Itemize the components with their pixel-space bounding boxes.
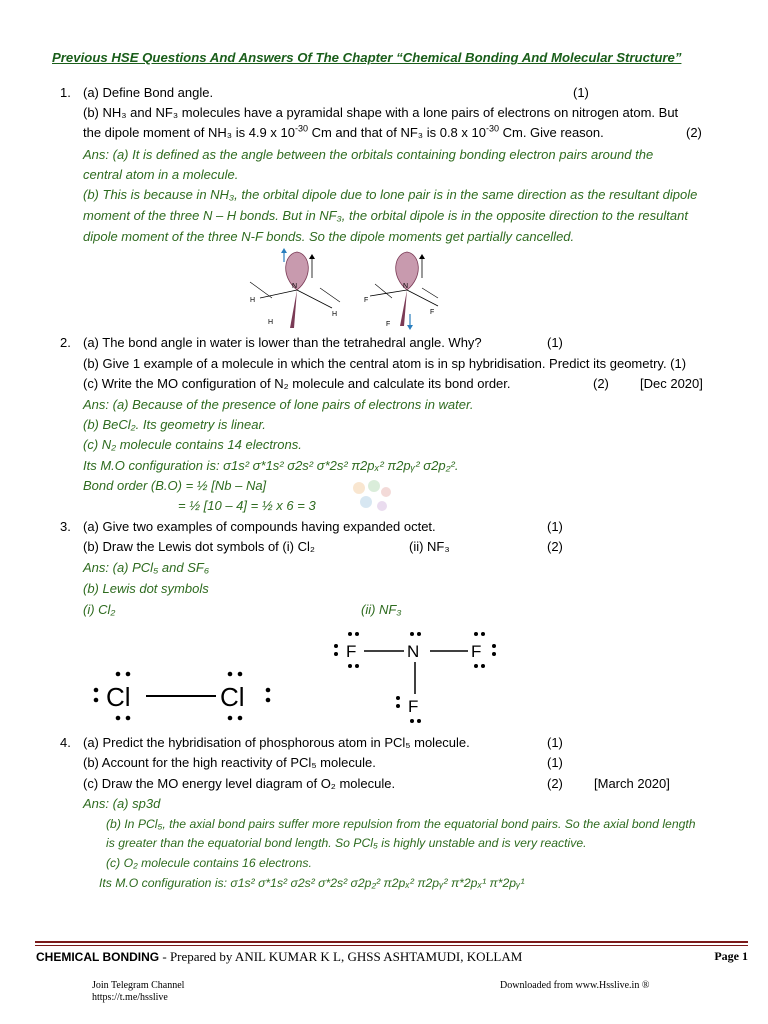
atom-f: F: [364, 297, 369, 304]
answer-text: (b) BeCl₂. Its geometry is linear.: [83, 417, 266, 432]
bond-lobe: [290, 290, 297, 328]
question-text: (c) Write the MO configuration of N₂ molecule and calculate its bond order.: [83, 376, 511, 391]
marks: (2): [593, 376, 609, 391]
nf3-molecule: [364, 252, 438, 330]
marks: (1): [547, 735, 563, 750]
answer-text: (i) Cl₂: [83, 602, 116, 617]
answer-text: Bond order (B.O) = ½ [Nb – Na]: [83, 478, 267, 493]
question-text: (b) Account for the high reactivity of PCl₅ molecule.: [83, 755, 376, 770]
atom-n: N: [407, 642, 420, 661]
question-text: (c) Draw the MO energy level diagram of O₂ molecule.: [83, 776, 396, 791]
telegram-label: Join Telegram Channel: [92, 980, 185, 991]
atom-cl: Cl: [220, 682, 245, 712]
answer-text: (c) O₂ molecule contains 16 electrons.: [106, 856, 312, 870]
atom-n: N: [403, 283, 409, 290]
answer-text: (c) N₂ molecule contains 14 electrons.: [83, 437, 302, 452]
dipole-moment-diagram: [240, 248, 440, 332]
answer-text: is greater than the equatorial bond length. So PCl₅ is highly unstable and is very reactive.: [106, 836, 587, 850]
atom-f: F: [346, 642, 357, 661]
lewis-structure-nf3: [328, 626, 498, 726]
watermark-logo: [344, 476, 394, 516]
answer-text: Ans: (a) PCl₅ and SF₆: [83, 560, 210, 575]
marks: (1): [547, 519, 563, 534]
answer-text: (b) In PCl₅, the axial bond pairs suffer more repulsion from the equatorial bond pairs. So the axial bond length: [106, 817, 696, 831]
footer-rule: [35, 941, 748, 943]
question-text: (b) NH₃ and NF₃ molecules have a pyramidal shape with a lone pairs of electrons on nitrogen atom. But: [83, 105, 679, 120]
telegram-link[interactable]: https://t.me/hsslive: [92, 992, 168, 1003]
question-text: (a) Define Bond angle.: [83, 85, 214, 100]
question-text: the dipole moment of NH₃ is 4.9 x $10^{-30}$ Cm and that of NF₃ is 0.8 x $10^{-30}$ Cm. Give reason.: [83, 123, 604, 140]
question-text: (a) The bond angle in water is lower than the tetrahedral angle. Why?: [83, 335, 482, 350]
bond-lobe: [400, 290, 407, 326]
nh3-molecule: [250, 248, 340, 328]
answer-text: Ans: (a) sp3d: [83, 796, 161, 811]
answer-text: Ans: (a) It is defined as the angle between the orbitals containing bonding electron pairs around the: [83, 147, 654, 162]
atom-n: N: [292, 283, 298, 290]
footer-rule: [35, 945, 748, 946]
answer-text: central atom in a molecule.: [83, 167, 239, 182]
answer-text: (ii) NF₃: [361, 602, 402, 617]
marks: (2): [547, 776, 563, 791]
lewis-structure-cl2: [88, 668, 278, 728]
atom-h: H: [332, 311, 338, 318]
atom-h: H: [268, 319, 274, 326]
question-text: (a) Give two examples of compounds having expanded octet.: [83, 519, 436, 534]
exam-year: [Dec 2020]: [640, 376, 703, 391]
atom-h: H: [250, 297, 256, 304]
answer-text: (b) This is because in NH₃, the orbital dipole due to lone pair is in the same direction as the resultant dipole: [83, 187, 698, 202]
atom-f: F: [471, 642, 482, 661]
question-number: 3.: [60, 519, 71, 534]
exam-year: [March 2020]: [594, 776, 670, 791]
question-number: 4.: [60, 735, 71, 750]
marks: (2): [686, 125, 702, 140]
atom-f: F: [408, 697, 419, 716]
question-text: (a) Predict the hybridisation of phosphorous atom in PCl₅ molecule.: [83, 735, 470, 750]
answer-text: Its M.O configuration is: σ1s² σ*1s² σ2s² σ*2s² σ2p₂² π2pₓ² π2pᵧ² π*2pₓ¹ π*2pᵧ¹: [99, 876, 525, 890]
footer-credit: CHEMICAL BONDING - Prepared by ANIL KUMAR K L, GHSS ASHTAMUDI, KOLLAM: [36, 949, 523, 964]
question-number: 1.: [60, 85, 71, 100]
marks: (1): [547, 755, 563, 770]
question-text: (ii) NF₃: [409, 539, 450, 554]
answer-text: Its M.O configuration is: σ1s² σ*1s² σ2s² σ*2s² π2pₓ² π2pᵧ² σ2p₂².: [83, 458, 459, 473]
marks: (1): [573, 85, 589, 100]
atom-cl: Cl: [106, 682, 131, 712]
answer-text: = ½ [10 – 4] = ½ x 6 = 3: [178, 498, 316, 513]
atom-f: F: [430, 309, 435, 316]
question-number: 2.: [60, 335, 71, 350]
atom-f: F: [386, 321, 391, 328]
marks: (2): [547, 539, 563, 554]
question-text: (b) Give 1 example of a molecule in which the central atom is in sp hybridisation. Predict its geometry. (1): [83, 356, 687, 371]
answer-text: dipole moment of the three N-F bonds. So the dipole moments get partially cancelled.: [83, 229, 575, 244]
answer-text: moment of the three N – H bonds. But in NF₃, the orbital dipole is in the opposite direction to the resultant: [83, 208, 688, 223]
question-text: (b) Draw the Lewis dot symbols of (i) Cl₂: [83, 539, 315, 554]
page-number: Page 1: [714, 949, 748, 963]
page-title: Previous HSE Questions And Answers Of The Chapter “Chemical Bonding And Molecular Structure”: [52, 50, 682, 65]
answer-text: Ans: (a) Because of the presence of lone pairs of electrons in water.: [83, 397, 474, 412]
marks: (1): [547, 335, 563, 350]
download-source[interactable]: Downloaded from www.Hsslive.in ®: [500, 980, 650, 991]
answer-text: (b) Lewis dot symbols: [83, 581, 209, 596]
